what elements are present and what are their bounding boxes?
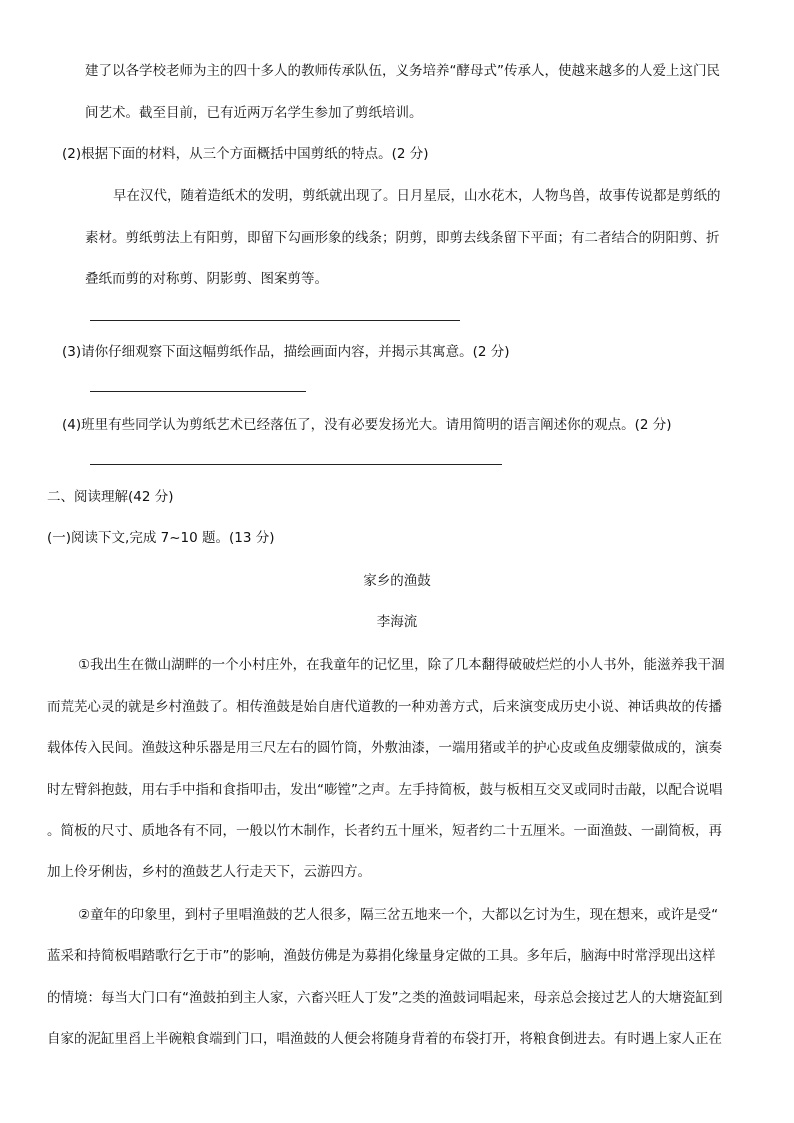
reading-part-1: (一)阅读下文,完成 7~10 题。(13 分)	[47, 530, 275, 546]
question-4: (4)班里有些同学认为剪纸艺术已经落伍了，没有必要发扬光大。请用简明的语言阐述你的观点。(2 分)	[62, 417, 672, 433]
paragraph-2-line: ②童年的印象里，到村子里唱渔鼓的艺人很多，隔三岔五地来一个，大都以乞讨为生，现在想来，或许是受“	[78, 907, 719, 923]
paragraph-1-line: ①我出生在微山湖畔的一个小村庄外，在我童年的记忆里，除了几本翻得破破烂烂的小人书外，能滋养我干涸	[78, 657, 725, 673]
paragraph-2-line: 蓝采和持简板唱踏歌行乞于市”的影响，渔鼓仿佛是为募捐化缘量身定做的工具。多年后，脑海中时常浮现出这样	[47, 948, 716, 964]
answer-line-q4[interactable]	[90, 464, 502, 465]
answer-line-q2[interactable]	[90, 320, 460, 321]
paragraph-1-line: 而荒芜心灵的就是乡村渔鼓了。相传渔鼓是始自唐代道教的一种劝善方式，后来演变成历史小说、神话典故的传播	[47, 699, 722, 715]
question-2: (2)根据下面的材料，从三个方面概括中国剪纸的特点。(2 分)	[62, 146, 429, 162]
paragraph-2-line: 的情境：每当大门口有“渔鼓拍到主人家，六畜兴旺人丁发”之类的渔鼓词唱起来，母亲总会接过艺人的大塘瓷缸到	[47, 990, 723, 1006]
material-line-2: 素材。剪纸剪法上有阳剪，即留下勾画形象的线条；阴剪，即剪去线条留下平面；有二者结合的阴阳剪、折	[85, 230, 720, 246]
paragraph-1-line: 加上伶牙俐齿，乡村的渔鼓艺人行走天下，云游四方。	[47, 864, 371, 880]
paragraph-1-line: 。简板的尺寸、质地各有不同，一般以竹木制作，长者约五十厘米，短者约二十五厘米。一面渔鼓、一副简板，再	[47, 823, 722, 839]
question-3: (3)请你仔细观察下面这幅剪纸作品，描绘画面内容，并揭示其寓意。(2 分)	[62, 344, 510, 360]
intro-line-1: 建了以各学校老师为主的四十多人的教师传承队伍，义务培养“酵母式”传承人，使越来越多的人爱上这门民	[85, 63, 720, 79]
answer-line-q3[interactable]	[90, 391, 306, 392]
article-author: 李海流	[376, 614, 418, 630]
intro-line-2: 间艺术。截至目前，已有近两万名学生参加了剪纸培训。	[85, 105, 423, 121]
section-heading: 二、阅读理解(42 分)	[47, 489, 174, 505]
paragraph-1-line: 时左臂斜抱鼓，用右手中指和食指叩击，发出“嘭镗”之声。左手持简板，鼓与板相互交叉或同时击敲，以配合说唱	[47, 782, 723, 798]
paragraph-2-line: 自家的泥缸里舀上半碗粮食端到门口，唱渔鼓的人便会将随身背着的布袋打开，将粮食倒进去。有时遇上家人正在	[47, 1031, 722, 1047]
material-line-1: 早在汉代，随着造纸术的发明，剪纸就出现了。日月星辰，山水花木，人物鸟兽，故事传说都是剪纸的	[113, 188, 721, 204]
paragraph-1-line: 载体传入民间。渔鼓这种乐器是用三尺左右的圆竹筒，外敷油漆，一端用猪或羊的护心皮或鱼皮绷蒙做成的，演奏	[47, 740, 722, 756]
article-title: 家乡的渔鼓	[363, 573, 431, 589]
material-line-3: 叠纸而剪的对称剪、阴影剪、图案剪等。	[85, 271, 328, 287]
